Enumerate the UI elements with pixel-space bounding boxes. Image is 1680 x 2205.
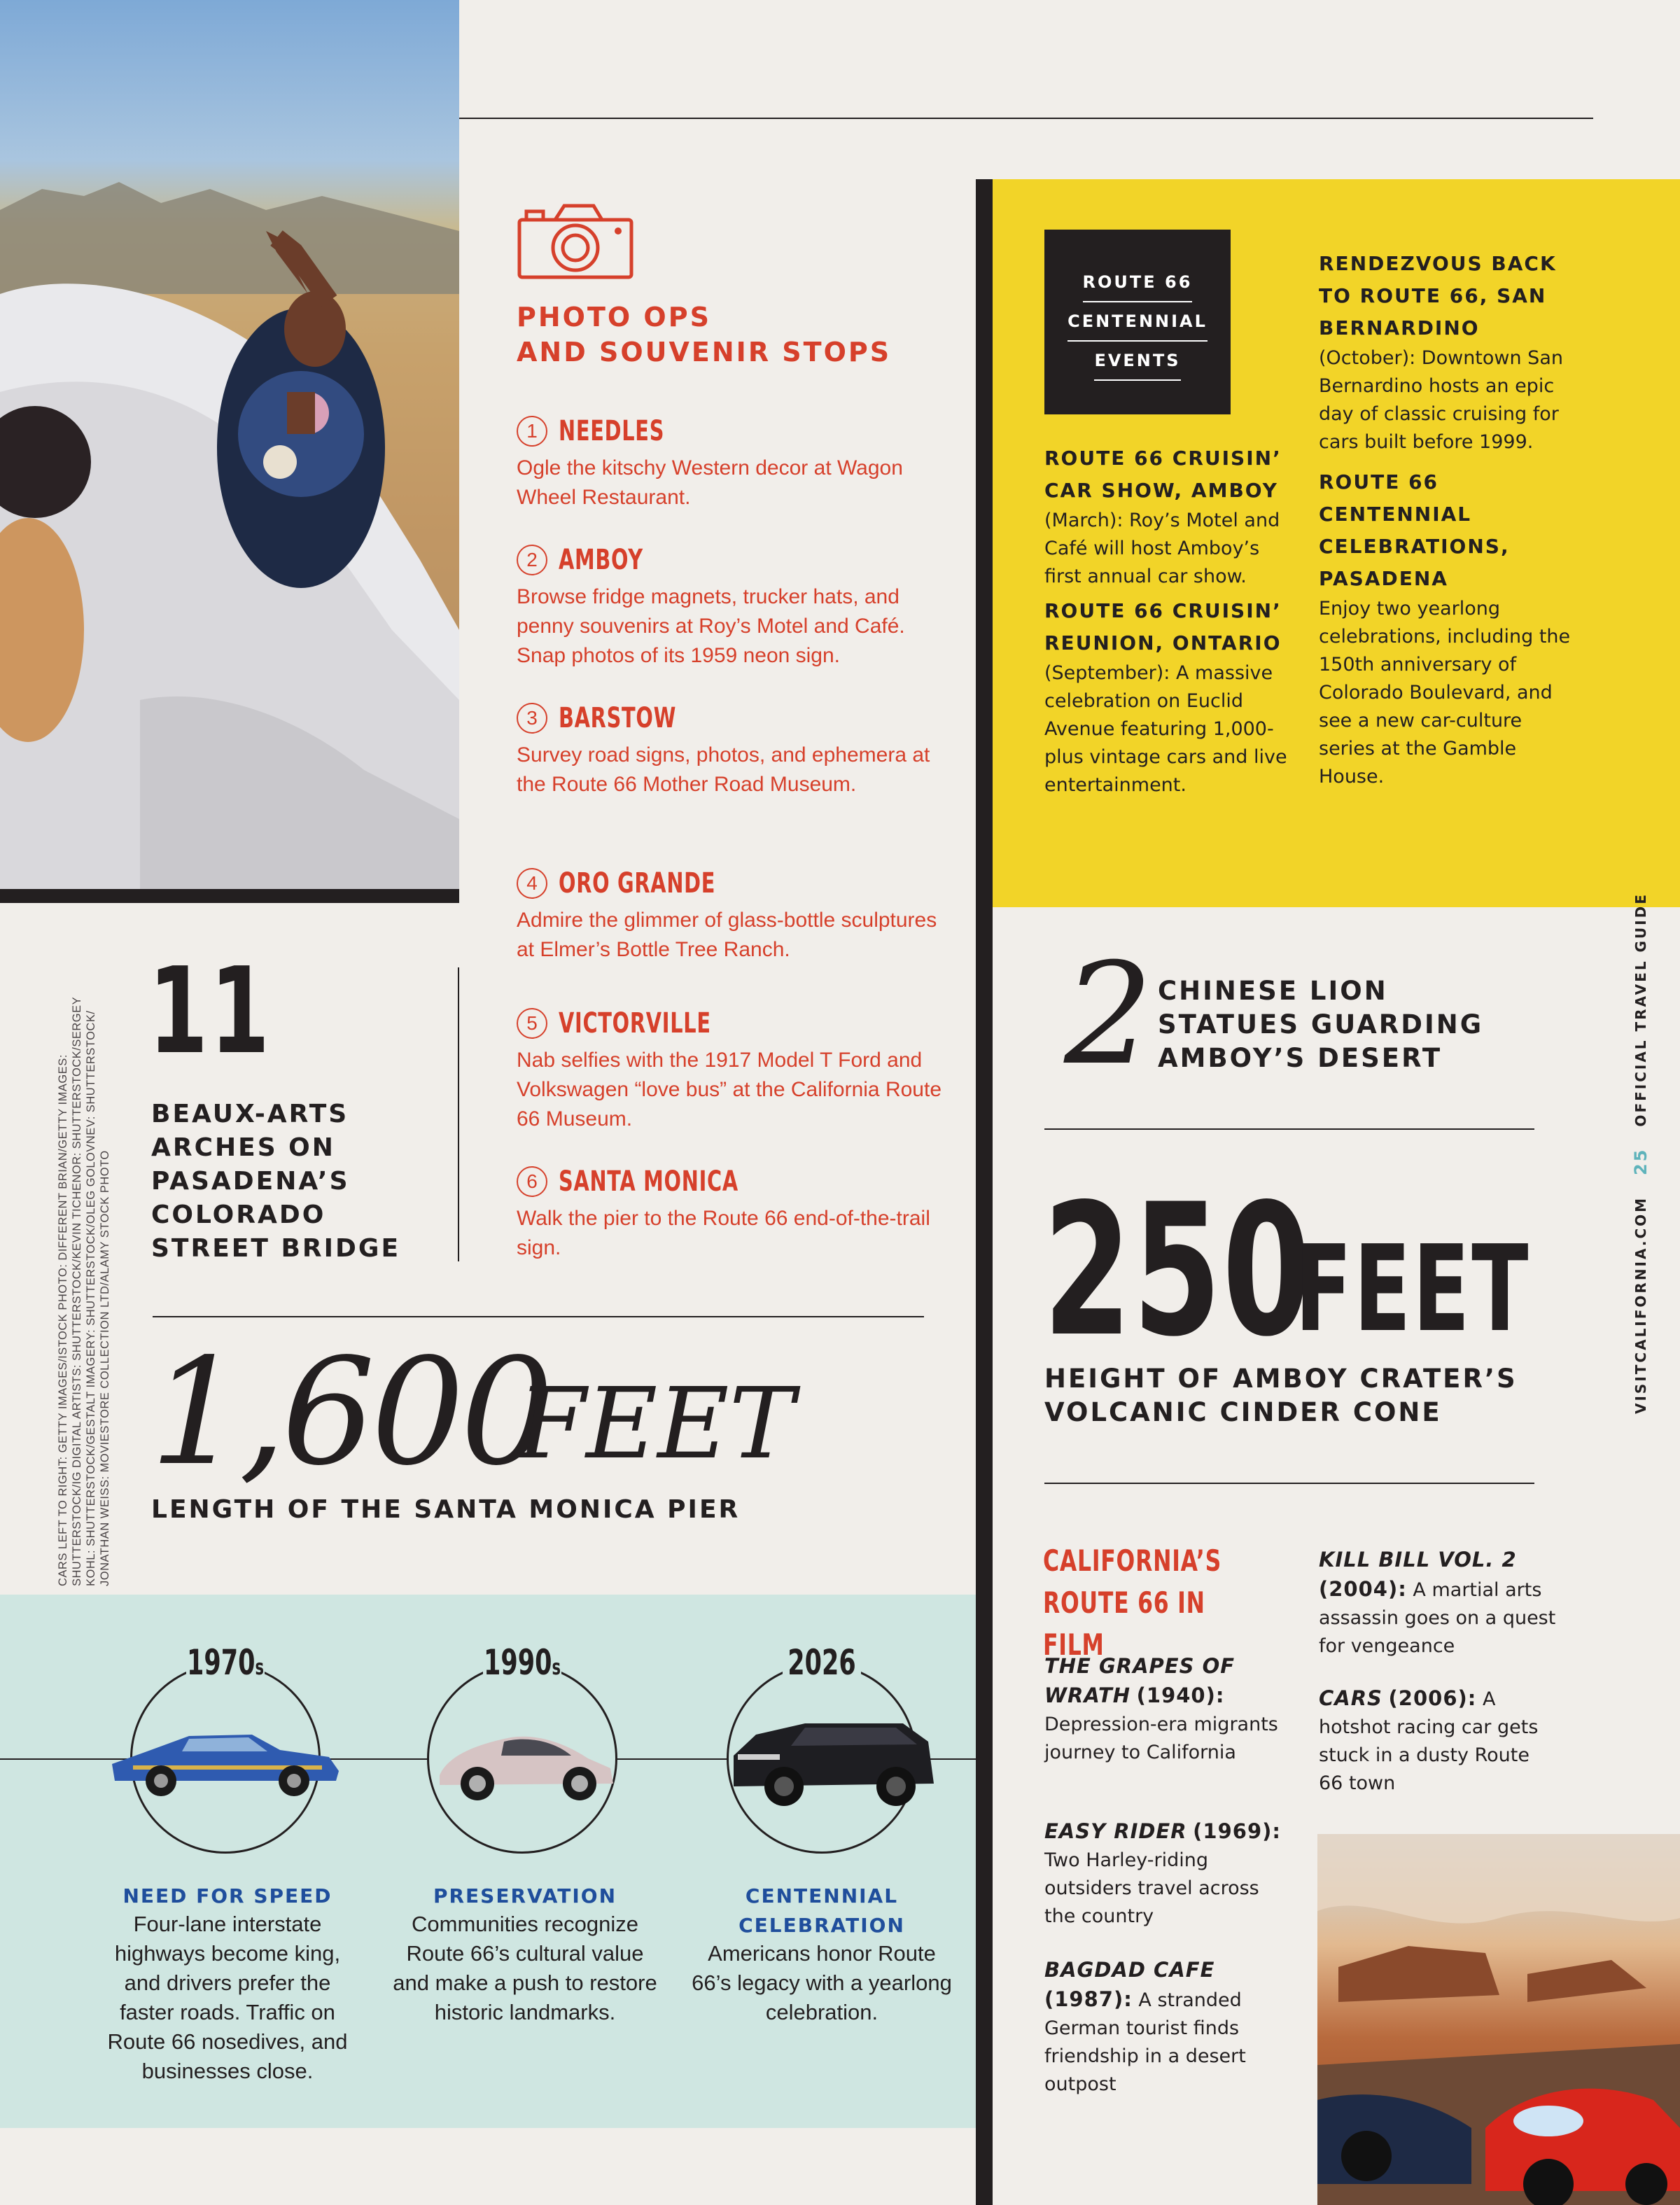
film-entry-easy-rider bbox=[1044, 1817, 1282, 1931]
film-desc: A martial arts assassin goes on a quest for vengeance bbox=[1319, 1579, 1556, 1657]
stop-description: Nab selfies with the 1917 Model T Ford and Volkswagen “love bus” at the California Route 66 Museum. bbox=[517, 1049, 942, 1130]
stat-vertical-rule bbox=[458, 967, 459, 1261]
photo-credit: CARS LEFT TO RIGHT: GETTY IMAGES/ISTOCK PHOTO: DIFFERENT BRIAN/GETTY IMAGES: SHUTTERSTOCK/IG DIGITAL ARTISTS: SHUTTERSTOCK/KEVIN TICHENOR: SHUTTERSTOCK/SERGEY KOHL: SHUTTERSTOCK/GESTALT IMAGERY: SHUTTERSTOCK/OLEG GOLOVNEV: SHUTTERSTOCK/ JONATHAN WEISS: MOVIESTORE COLLECTION LTD/ALAMY STOCK PHOTO bbox=[57, 997, 111, 1586]
era-year-1970s bbox=[186, 1642, 265, 1683]
film-desc: Depression-era migrants journey to California bbox=[1044, 1714, 1278, 1763]
event-body: (March): Roy’s Motel and Café will host Amboy’s first annual car show. bbox=[1044, 510, 1280, 587]
event-heading: RENDEZVOUS BACK TO ROUTE 66, SAN BERNARDINO bbox=[1319, 252, 1557, 340]
crater-unit: FEET bbox=[1295, 1220, 1531, 1359]
lions-caption: CHINESE LION STATUES GUARDING AMBOY’S DESERT bbox=[1158, 976, 1484, 1073]
events-badge-line3: EVENTS bbox=[1094, 342, 1180, 381]
era-desc-1990s: Communities recognize Route 66’s cultural value and make a push to restore historic landmarks. bbox=[393, 1912, 657, 2024]
era-title-text: CENTENNIAL CELEBRATION bbox=[738, 1884, 905, 1937]
film-title: EASY RIDER bbox=[1044, 1819, 1187, 1843]
pier-caption: LENGTH OF THE SANTA MONICA PIER bbox=[151, 1495, 741, 1524]
stop-name: VICTORVILLE bbox=[559, 1007, 711, 1040]
crater-caption: HEIGHT OF AMBOY CRATER’S VOLCANIC CINDER CONE bbox=[1044, 1364, 1518, 1427]
film-year: (2006): bbox=[1388, 1686, 1477, 1710]
stop-name: BARSTOW bbox=[559, 702, 677, 734]
film-entry-kill-bill bbox=[1319, 1546, 1557, 1660]
lions-rule bbox=[1044, 1128, 1534, 1130]
lions-number: 2 bbox=[1064, 933, 1154, 1096]
event-heading: ROUTE 66 CRUISIN’ REUNION, ONTARIO bbox=[1044, 599, 1282, 654]
film-entry-cars bbox=[1319, 1684, 1557, 1798]
car-1990s-image bbox=[434, 1716, 619, 1809]
event-body: (October): Downtown San Bernardino hosts an epic day of classic cruising for cars built before 1999. bbox=[1319, 347, 1563, 453]
stop-description: Ogle the kitschy Western decor at Wagon Wheel Restaurant. bbox=[517, 456, 903, 509]
camera-icon bbox=[517, 203, 636, 284]
stop-number-badge: 5 bbox=[517, 1008, 547, 1039]
era-year-suffix: s bbox=[255, 1656, 264, 1680]
event-heading: ROUTE 66 CENTENNIAL CELEBRATIONS, PASADENA bbox=[1319, 470, 1510, 590]
pier-rule bbox=[153, 1316, 924, 1317]
stop-santa-monica bbox=[517, 1162, 951, 1263]
era-title-2026 bbox=[689, 1882, 955, 1940]
photo-ops-title-line1: PHOTO OPS bbox=[517, 302, 711, 332]
events-badge-line2: CENTENNIAL bbox=[1068, 302, 1208, 342]
stop-needles bbox=[517, 412, 951, 512]
cars-movie-still bbox=[1317, 1834, 1680, 2205]
car-1970s-image bbox=[105, 1722, 346, 1802]
pier-unit: FEET bbox=[518, 1367, 794, 1481]
stop-number-badge: 1 bbox=[517, 416, 547, 447]
film-year: (2004): bbox=[1319, 1577, 1407, 1601]
era-year-text: 1970 bbox=[187, 1642, 255, 1683]
film-desc: Two Harley-riding outsiders travel across the country bbox=[1044, 1849, 1259, 1927]
era-year-text: 2026 bbox=[788, 1642, 856, 1683]
film-year: (1940): bbox=[1136, 1684, 1225, 1707]
events-badge bbox=[1044, 230, 1231, 414]
film-title-line1: CALIFORNIA’S bbox=[1043, 1544, 1222, 1578]
era-title-1990s: PRESERVATION bbox=[433, 1884, 617, 1907]
stop-barstow bbox=[517, 699, 951, 799]
era-year-text: 1990 bbox=[484, 1642, 552, 1683]
film-desc: A stranded German tourist finds friendship in a desert outpost bbox=[1044, 1989, 1246, 2095]
events-badge-line1: ROUTE 66 bbox=[1083, 263, 1193, 302]
stop-name: ORO GRANDE bbox=[559, 867, 716, 899]
guide-label: OFFICIAL TRAVEL GUIDE bbox=[1632, 892, 1649, 1127]
stop-description: Browse fridge magnets, trucker hats, and penny souvenirs at Roy’s Motel and Café. Snap photos of its 1959 neon sign. bbox=[517, 585, 905, 667]
stop-description: Admire the glimmer of glass-bottle sculptures at Elmer’s Bottle Tree Ranch. bbox=[517, 909, 937, 961]
events-right-column bbox=[1319, 248, 1578, 791]
era-year-2026 bbox=[783, 1642, 861, 1683]
top-rule bbox=[459, 118, 1593, 119]
event-body: Enjoy two yearlong celebrations, including the 150th anniversary of Colorado Boulevard, and see a new car-culture series at the Gamble House. bbox=[1319, 598, 1571, 788]
film-entry-grapes-of-wrath bbox=[1044, 1652, 1282, 1767]
film-heading bbox=[1043, 1540, 1274, 1666]
arches-number: 11 bbox=[148, 942, 272, 1081]
crater-number: 250 bbox=[1043, 1166, 1312, 1377]
film-desc: A hotshot racing car gets stuck in a dusty Route 66 town bbox=[1319, 1688, 1539, 1794]
page-footer-vertical bbox=[1631, 892, 1651, 1414]
stop-number-badge: 6 bbox=[517, 1166, 547, 1197]
events-left-column bbox=[1044, 442, 1296, 799]
stop-name: SANTA MONICA bbox=[559, 1166, 738, 1198]
era-desc-2026: Americans honor Route 66’s legacy with a yearlong celebration. bbox=[692, 1941, 952, 2024]
film-year: (1969): bbox=[1193, 1819, 1281, 1843]
car-2026-image bbox=[728, 1714, 938, 1815]
film-entry-bagdad-cafe bbox=[1044, 1956, 1282, 2099]
era-year-1990s bbox=[483, 1642, 561, 1683]
film-title: KILL BILL VOL. 2 bbox=[1319, 1548, 1517, 1572]
film-title: THE GRAPES OF WRATH bbox=[1044, 1654, 1236, 1707]
stop-number-badge: 2 bbox=[517, 545, 547, 575]
page-number: 25 bbox=[1631, 1147, 1651, 1175]
convertible-photo bbox=[0, 0, 459, 903]
stop-description: Walk the pier to the Route 66 end-of-the-trail sign. bbox=[517, 1207, 930, 1259]
era-desc-1970s: Four-lane interstate highways become king, and drivers prefer the faster roads. Traffic on Route 66 nosedives, and businesses close. bbox=[107, 1912, 348, 2083]
stop-description: Survey road signs, photos, and ephemera at the Route 66 Mother Road Museum. bbox=[517, 743, 930, 796]
era-year-suffix: s bbox=[552, 1656, 561, 1680]
stop-victorville bbox=[517, 1004, 951, 1134]
crater-rule bbox=[1044, 1483, 1534, 1484]
film-title-line2: ROUTE 66 IN FILM bbox=[1043, 1586, 1205, 1662]
site-url: VISITCALIFORNIA.COM bbox=[1632, 1196, 1649, 1414]
era-title-1970s: NEED FOR SPEED bbox=[122, 1884, 332, 1907]
photo-ops-heading bbox=[517, 300, 937, 370]
stop-oro-grande bbox=[517, 864, 951, 965]
film-title: BAGDAD CAFE bbox=[1044, 1958, 1215, 1982]
column-divider-bar bbox=[976, 179, 993, 2205]
pier-number: 1,600 bbox=[150, 1326, 550, 1498]
photo-ops-title-line2: AND SOUVENIR STOPS bbox=[517, 337, 892, 368]
event-heading: ROUTE 66 CRUISIN’ CAR SHOW, AMBOY bbox=[1044, 447, 1282, 502]
stop-name: AMBOY bbox=[559, 544, 643, 576]
film-year: (1987): bbox=[1044, 1987, 1133, 2011]
stop-amboy bbox=[517, 540, 951, 671]
stop-name: NEEDLES bbox=[559, 415, 665, 447]
arches-caption: BEAUX-ARTS ARCHES ON PASADENA’S COLORADO STREET BRIDGE bbox=[151, 1100, 401, 1263]
event-body: (September): A massive celebration on Euclid Avenue featuring 1,000-plus vintage cars and live entertainment. bbox=[1044, 662, 1287, 796]
stop-number-badge: 4 bbox=[517, 868, 547, 899]
stop-number-badge: 3 bbox=[517, 703, 547, 734]
film-title: CARS bbox=[1319, 1686, 1382, 1710]
